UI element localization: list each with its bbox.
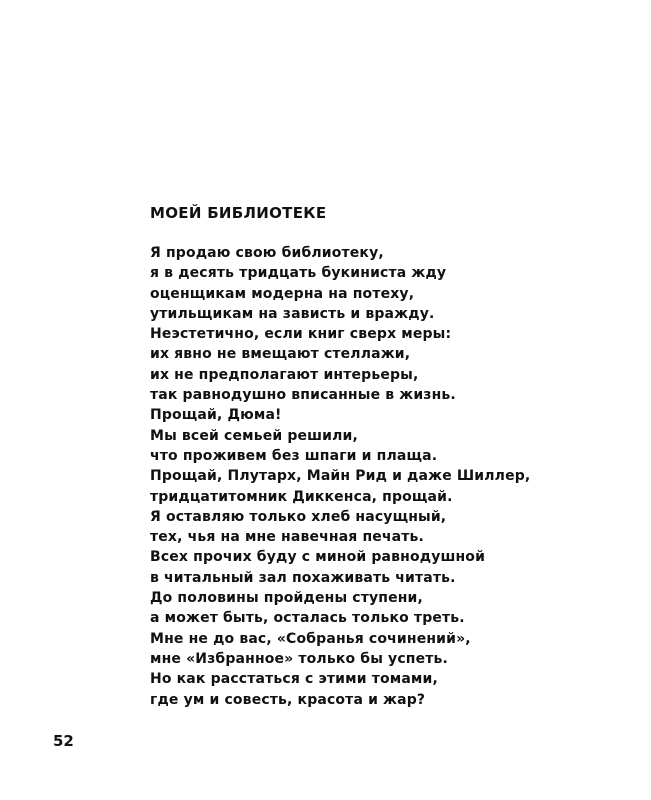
poem-line: Но как расстаться с этими томами, [150, 671, 438, 688]
page-number: 52 [53, 732, 74, 750]
poem-line: До половины пройдены ступени, [150, 590, 423, 607]
poem-line: их явно не вмещают стеллажи, [150, 346, 411, 363]
poem-line: тридцатитомник Диккенса, прощай. [150, 488, 453, 505]
poem-line: тех, чья на мне навечная печать. [150, 529, 425, 546]
poem-line: их не предполагают интерьеры, [150, 366, 419, 383]
poem-line: Я оставляю только хлеб насущный, [150, 508, 447, 525]
poem-line: Мне не до вас, «Собранья сочинений», [150, 630, 471, 647]
poem-line: а может быть, осталась только треть. [150, 610, 465, 627]
poem-line: где ум и совесть, красота и жар? [150, 691, 426, 708]
poem-line: в читальный зал похаживать читать. [150, 569, 456, 586]
poem-line: Всех прочих буду с миной равнодушной [150, 549, 486, 566]
poem-line: Я продаю свою библиотеку, [150, 245, 384, 261]
poem-line: так равнодушно вписанные в жизнь. [150, 387, 456, 404]
poem-line: оценщикам модерна на потеху, [150, 285, 415, 302]
poem-line: утильщикам на зависть и вражду. [150, 305, 435, 322]
poem-line: что проживем без шпаги и плаща. [150, 447, 438, 464]
poem-line: Мы всей семьей решили, [150, 427, 358, 444]
poem-line: Прощай, Дюма! [150, 407, 282, 424]
poem-title: МОЕЙ БИБЛИОТЕКЕ [150, 204, 327, 222]
poem-line: Неэстетично, если книг сверх меры: [150, 326, 452, 343]
poem-line: я в десять тридцать букиниста жду [150, 265, 447, 282]
poem-body [150, 243, 530, 710]
poem-line: мне «Избранное» только бы успеть. [150, 650, 448, 667]
poem-line: Прощай, Плутарх, Майн Рид и даже Шиллер, [150, 468, 531, 485]
